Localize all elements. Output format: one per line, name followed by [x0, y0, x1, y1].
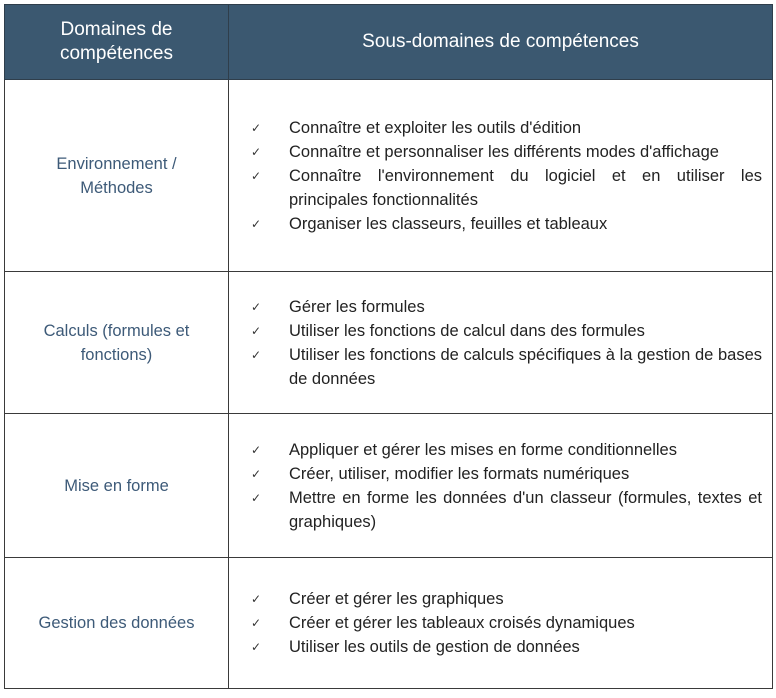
subdomains-cell [229, 80, 773, 272]
list-item-text: Connaître l'environnement du logiciel et en utiliser les principales fonctionnalités [289, 166, 762, 209]
list-item [251, 587, 762, 611]
subdomains-cell [229, 558, 773, 689]
list-item [251, 164, 762, 212]
list-item-text: Connaître et personnaliser les différents modes d'affichage [289, 142, 719, 161]
subdomains-cell [229, 414, 773, 558]
check-icon: ✓ [251, 323, 262, 338]
check-icon: ✓ [251, 592, 262, 606]
list-item-text: Utiliser les outils de gestion de données [289, 638, 580, 656]
competences-table-wrapper [4, 4, 772, 689]
subdomain-list [251, 438, 762, 534]
subdomain-list [251, 295, 762, 391]
list-item-text: Mettre en forme les données d'un classeur (formules, textes et graphiques) [289, 488, 762, 531]
list-item [251, 319, 762, 343]
list-item [251, 140, 762, 164]
table-row [5, 272, 773, 414]
competences-table [4, 4, 773, 689]
table-header-row [5, 5, 773, 80]
check-icon: ✓ [251, 120, 262, 135]
subdomains-cell [229, 272, 773, 414]
domain-cell: Gestion des données [5, 558, 229, 689]
table-row [5, 80, 773, 272]
table-row [5, 414, 773, 558]
header-sous-domaines: Sous-domaines de compétences [229, 5, 773, 80]
list-item [251, 611, 762, 635]
header-domaines: Domaines de compétences [5, 5, 229, 80]
list-item [251, 212, 762, 236]
list-item-text: Appliquer et gérer les mises en forme conditionnelles [289, 440, 677, 459]
check-icon: ✓ [251, 168, 262, 183]
check-icon: ✓ [251, 616, 262, 630]
table-row [5, 558, 773, 689]
list-item [251, 343, 762, 391]
domain-cell: Mise en forme [5, 414, 229, 558]
list-item-text: Connaître et exploiter les outils d'édition [289, 118, 582, 137]
list-item [251, 462, 762, 486]
check-icon: ✓ [251, 466, 262, 481]
domain-cell: Calculs (formules et fonctions) [5, 272, 229, 414]
subdomain-list [251, 587, 762, 659]
check-icon: ✓ [251, 216, 262, 231]
check-icon: ✓ [251, 442, 262, 457]
list-item [251, 116, 762, 140]
list-item-text: Gérer les formules [289, 297, 425, 316]
list-item-text: Créer, utiliser, modifier les formats numériques [289, 464, 630, 483]
list-item-text: Utiliser les fonctions de calcul dans des formules [289, 321, 645, 340]
list-item-text: Organiser les classeurs, feuilles et tableaux [289, 214, 608, 233]
check-icon: ✓ [251, 144, 262, 159]
check-icon: ✓ [251, 490, 262, 505]
check-icon: ✓ [251, 299, 262, 314]
list-item [251, 438, 762, 462]
check-icon: ✓ [251, 640, 262, 654]
list-item-text: Utiliser les fonctions de calculs spécifiques à la gestion de bases de données [289, 345, 762, 388]
subdomain-list [251, 116, 762, 236]
list-item-text: Créer et gérer les graphiques [289, 590, 504, 608]
domain-cell: Environnement / Méthodes [5, 80, 229, 272]
check-icon: ✓ [251, 347, 262, 362]
list-item [251, 486, 762, 534]
list-item [251, 635, 762, 659]
list-item-text: Créer et gérer les tableaux croisés dynamiques [289, 614, 635, 632]
list-item [251, 295, 762, 319]
